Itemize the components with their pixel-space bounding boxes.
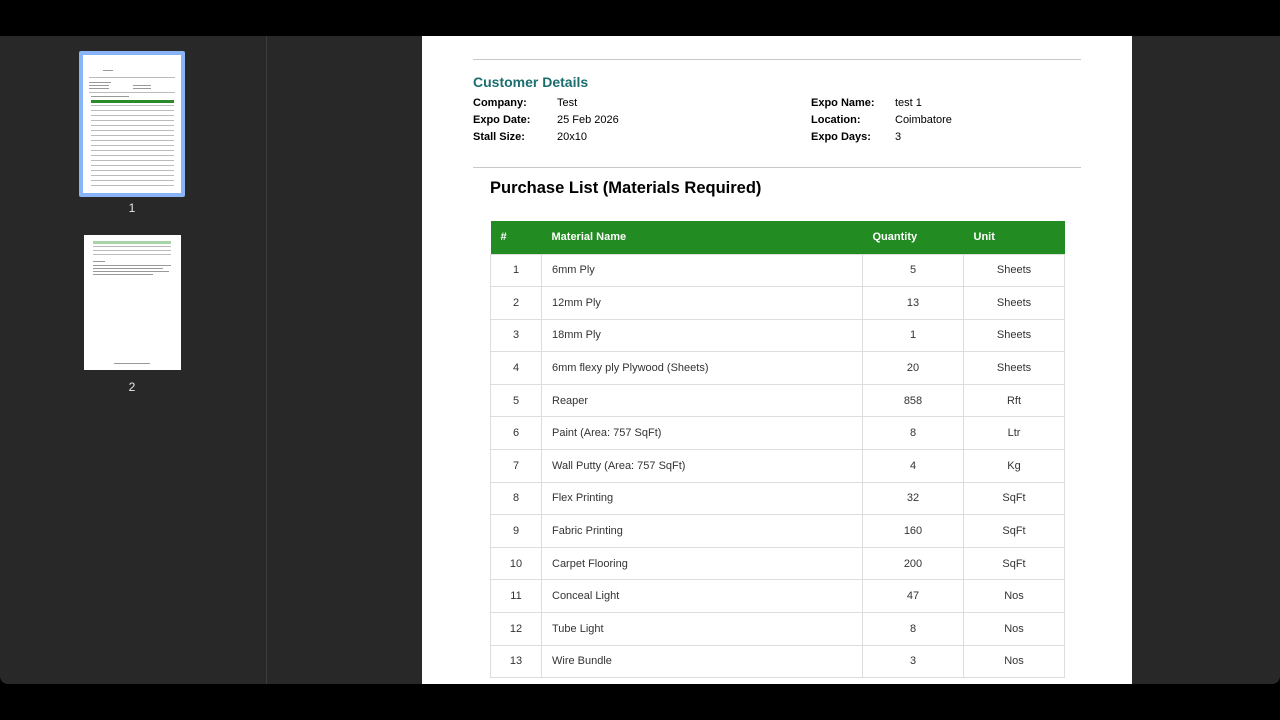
expo-name-label: Expo Name: bbox=[811, 97, 875, 109]
top-bar bbox=[0, 0, 1280, 36]
thumb-decor bbox=[133, 88, 151, 89]
pdf-viewer bbox=[0, 36, 1280, 684]
quantity-cell: 160 bbox=[863, 515, 964, 548]
quantity-cell: 8 bbox=[863, 417, 964, 450]
stall-size-label: Stall Size: bbox=[473, 131, 525, 143]
thumb-decor bbox=[93, 241, 171, 244]
table-row bbox=[491, 384, 1065, 417]
quantity-cell: 13 bbox=[863, 287, 964, 320]
thumb-decor bbox=[114, 363, 150, 364]
row-number-cell: 4 bbox=[491, 352, 542, 385]
thumb-decor bbox=[93, 274, 153, 275]
expo-days-label: Expo Days: bbox=[811, 131, 871, 143]
material-name-cell: Flex Printing bbox=[542, 482, 863, 515]
thumb-decor bbox=[91, 125, 174, 126]
thumbnail-label-1: 1 bbox=[128, 201, 136, 215]
row-number-cell: 13 bbox=[491, 645, 542, 678]
thumb-decor bbox=[91, 165, 174, 166]
document-page bbox=[422, 36, 1132, 684]
divider bbox=[473, 167, 1081, 168]
row-number-cell: 10 bbox=[491, 547, 542, 580]
quantity-cell: 20 bbox=[863, 352, 964, 385]
table-row bbox=[491, 645, 1065, 678]
table-row bbox=[491, 580, 1065, 613]
row-number-cell: 12 bbox=[491, 613, 542, 646]
unit-cell: SqFt bbox=[964, 482, 1065, 515]
thumb-decor bbox=[91, 170, 174, 171]
table-row bbox=[491, 515, 1065, 548]
quantity-cell: 200 bbox=[863, 547, 964, 580]
unit-cell: SqFt bbox=[964, 515, 1065, 548]
material-name-cell: Conceal Light bbox=[542, 580, 863, 613]
table-row bbox=[491, 417, 1065, 450]
table-row bbox=[491, 613, 1065, 646]
material-name-cell: 12mm Ply bbox=[542, 287, 863, 320]
thumb-decor bbox=[91, 110, 174, 111]
unit-cell: Sheets bbox=[964, 352, 1065, 385]
material-name-cell: Carpet Flooring bbox=[542, 547, 863, 580]
table-row bbox=[491, 287, 1065, 320]
thumb-decor bbox=[91, 160, 174, 161]
row-number-cell: 7 bbox=[491, 450, 542, 483]
customer-details-title: Customer Details bbox=[473, 74, 589, 90]
table-row bbox=[491, 450, 1065, 483]
quantity-cell: 1 bbox=[863, 319, 964, 352]
expo-name-value: test 1 bbox=[895, 97, 922, 109]
thumbnail-label-2: 2 bbox=[128, 380, 136, 394]
purchase-list-title: Purchase List (Materials Required) bbox=[490, 179, 762, 197]
thumb-decor bbox=[93, 261, 105, 262]
unit-cell: Nos bbox=[964, 645, 1065, 678]
thumb-decor bbox=[91, 120, 174, 121]
unit-cell: Nos bbox=[964, 580, 1065, 613]
unit-cell: Sheets bbox=[964, 254, 1065, 287]
material-name-cell: Wall Putty (Area: 757 SqFt) bbox=[542, 450, 863, 483]
row-number-cell: 8 bbox=[491, 482, 542, 515]
thumb-decor bbox=[91, 105, 174, 106]
thumb-decor bbox=[89, 92, 175, 93]
table-row bbox=[491, 482, 1065, 515]
thumbnail-sidebar[interactable] bbox=[0, 36, 267, 684]
expo-date-value: 25 Feb 2026 bbox=[557, 114, 619, 126]
quantity-cell: 858 bbox=[863, 384, 964, 417]
company-value: Test bbox=[557, 97, 578, 109]
row-number-cell: 2 bbox=[491, 287, 542, 320]
thumb-decor bbox=[91, 155, 174, 156]
expo-days-value: 3 bbox=[895, 131, 902, 143]
material-name-cell: 6mm flexy ply Plywood (Sheets) bbox=[542, 352, 863, 385]
thumb-decor bbox=[93, 254, 171, 255]
location-label: Location: bbox=[811, 114, 861, 126]
unit-cell: Rft bbox=[964, 384, 1065, 417]
quantity-cell: 8 bbox=[863, 613, 964, 646]
table-header-row bbox=[491, 221, 1065, 254]
thumb-decor bbox=[91, 185, 174, 186]
company-label: Company: bbox=[473, 97, 527, 109]
thumb-decor bbox=[93, 265, 171, 266]
thumb-decor bbox=[91, 135, 174, 136]
thumb-decor bbox=[93, 268, 163, 269]
header-number: # bbox=[491, 221, 542, 254]
thumb-decor bbox=[89, 82, 111, 83]
location-value: Coimbatore bbox=[895, 114, 952, 126]
table-row bbox=[491, 547, 1065, 580]
document-area[interactable] bbox=[268, 36, 1280, 684]
thumb-decor bbox=[103, 70, 113, 71]
stall-size-value: 20x10 bbox=[557, 131, 587, 143]
material-name-cell: Reaper bbox=[542, 384, 863, 417]
thumb-decor bbox=[93, 246, 171, 247]
thumb-decor bbox=[91, 150, 174, 151]
row-number-cell: 9 bbox=[491, 515, 542, 548]
thumb-decor bbox=[91, 145, 174, 146]
unit-cell: SqFt bbox=[964, 547, 1065, 580]
thumb-decor bbox=[91, 175, 174, 176]
unit-cell: Sheets bbox=[964, 287, 1065, 320]
thumb-decor bbox=[91, 115, 174, 116]
material-name-cell: 6mm Ply bbox=[542, 254, 863, 287]
material-name-cell: Paint (Area: 757 SqFt) bbox=[542, 417, 863, 450]
thumb-decor bbox=[89, 85, 109, 86]
table-row bbox=[491, 254, 1065, 287]
thumb-decor bbox=[93, 271, 169, 272]
materials-table-body bbox=[491, 254, 1065, 678]
material-name-cell: 18mm Ply bbox=[542, 319, 863, 352]
row-number-cell: 3 bbox=[491, 319, 542, 352]
header-material-name: Material Name bbox=[542, 221, 863, 254]
thumb-decor bbox=[89, 88, 109, 89]
row-number-cell: 11 bbox=[491, 580, 542, 613]
bottom-bar bbox=[0, 684, 1280, 720]
table-row bbox=[491, 352, 1065, 385]
thumb-decor bbox=[91, 140, 174, 141]
thumb-decor bbox=[91, 96, 129, 97]
header-quantity: Quantity bbox=[863, 221, 964, 254]
material-name-cell: Wire Bundle bbox=[542, 645, 863, 678]
quantity-cell: 3 bbox=[863, 645, 964, 678]
quantity-cell: 32 bbox=[863, 482, 964, 515]
thumb-decor bbox=[91, 180, 174, 181]
unit-cell: Ltr bbox=[964, 417, 1065, 450]
thumb-decor bbox=[93, 250, 171, 251]
divider bbox=[473, 59, 1081, 60]
quantity-cell: 47 bbox=[863, 580, 964, 613]
table-row bbox=[491, 319, 1065, 352]
quantity-cell: 5 bbox=[863, 254, 964, 287]
row-number-cell: 1 bbox=[491, 254, 542, 287]
page-thumbnail-1[interactable] bbox=[79, 51, 185, 197]
unit-cell: Kg bbox=[964, 450, 1065, 483]
row-number-cell: 6 bbox=[491, 417, 542, 450]
page-thumbnail-2[interactable] bbox=[84, 235, 181, 370]
unit-cell: Nos bbox=[964, 613, 1065, 646]
expo-date-label: Expo Date: bbox=[473, 114, 531, 126]
thumb-decor bbox=[133, 85, 151, 86]
row-number-cell: 5 bbox=[491, 384, 542, 417]
material-name-cell: Fabric Printing bbox=[542, 515, 863, 548]
thumb-decor bbox=[89, 77, 175, 78]
material-name-cell: Tube Light bbox=[542, 613, 863, 646]
unit-cell: Sheets bbox=[964, 319, 1065, 352]
thumb-decor bbox=[91, 130, 174, 131]
header-unit: Unit bbox=[964, 221, 1065, 254]
thumb-decor bbox=[91, 100, 174, 103]
materials-table bbox=[490, 221, 1065, 678]
quantity-cell: 4 bbox=[863, 450, 964, 483]
